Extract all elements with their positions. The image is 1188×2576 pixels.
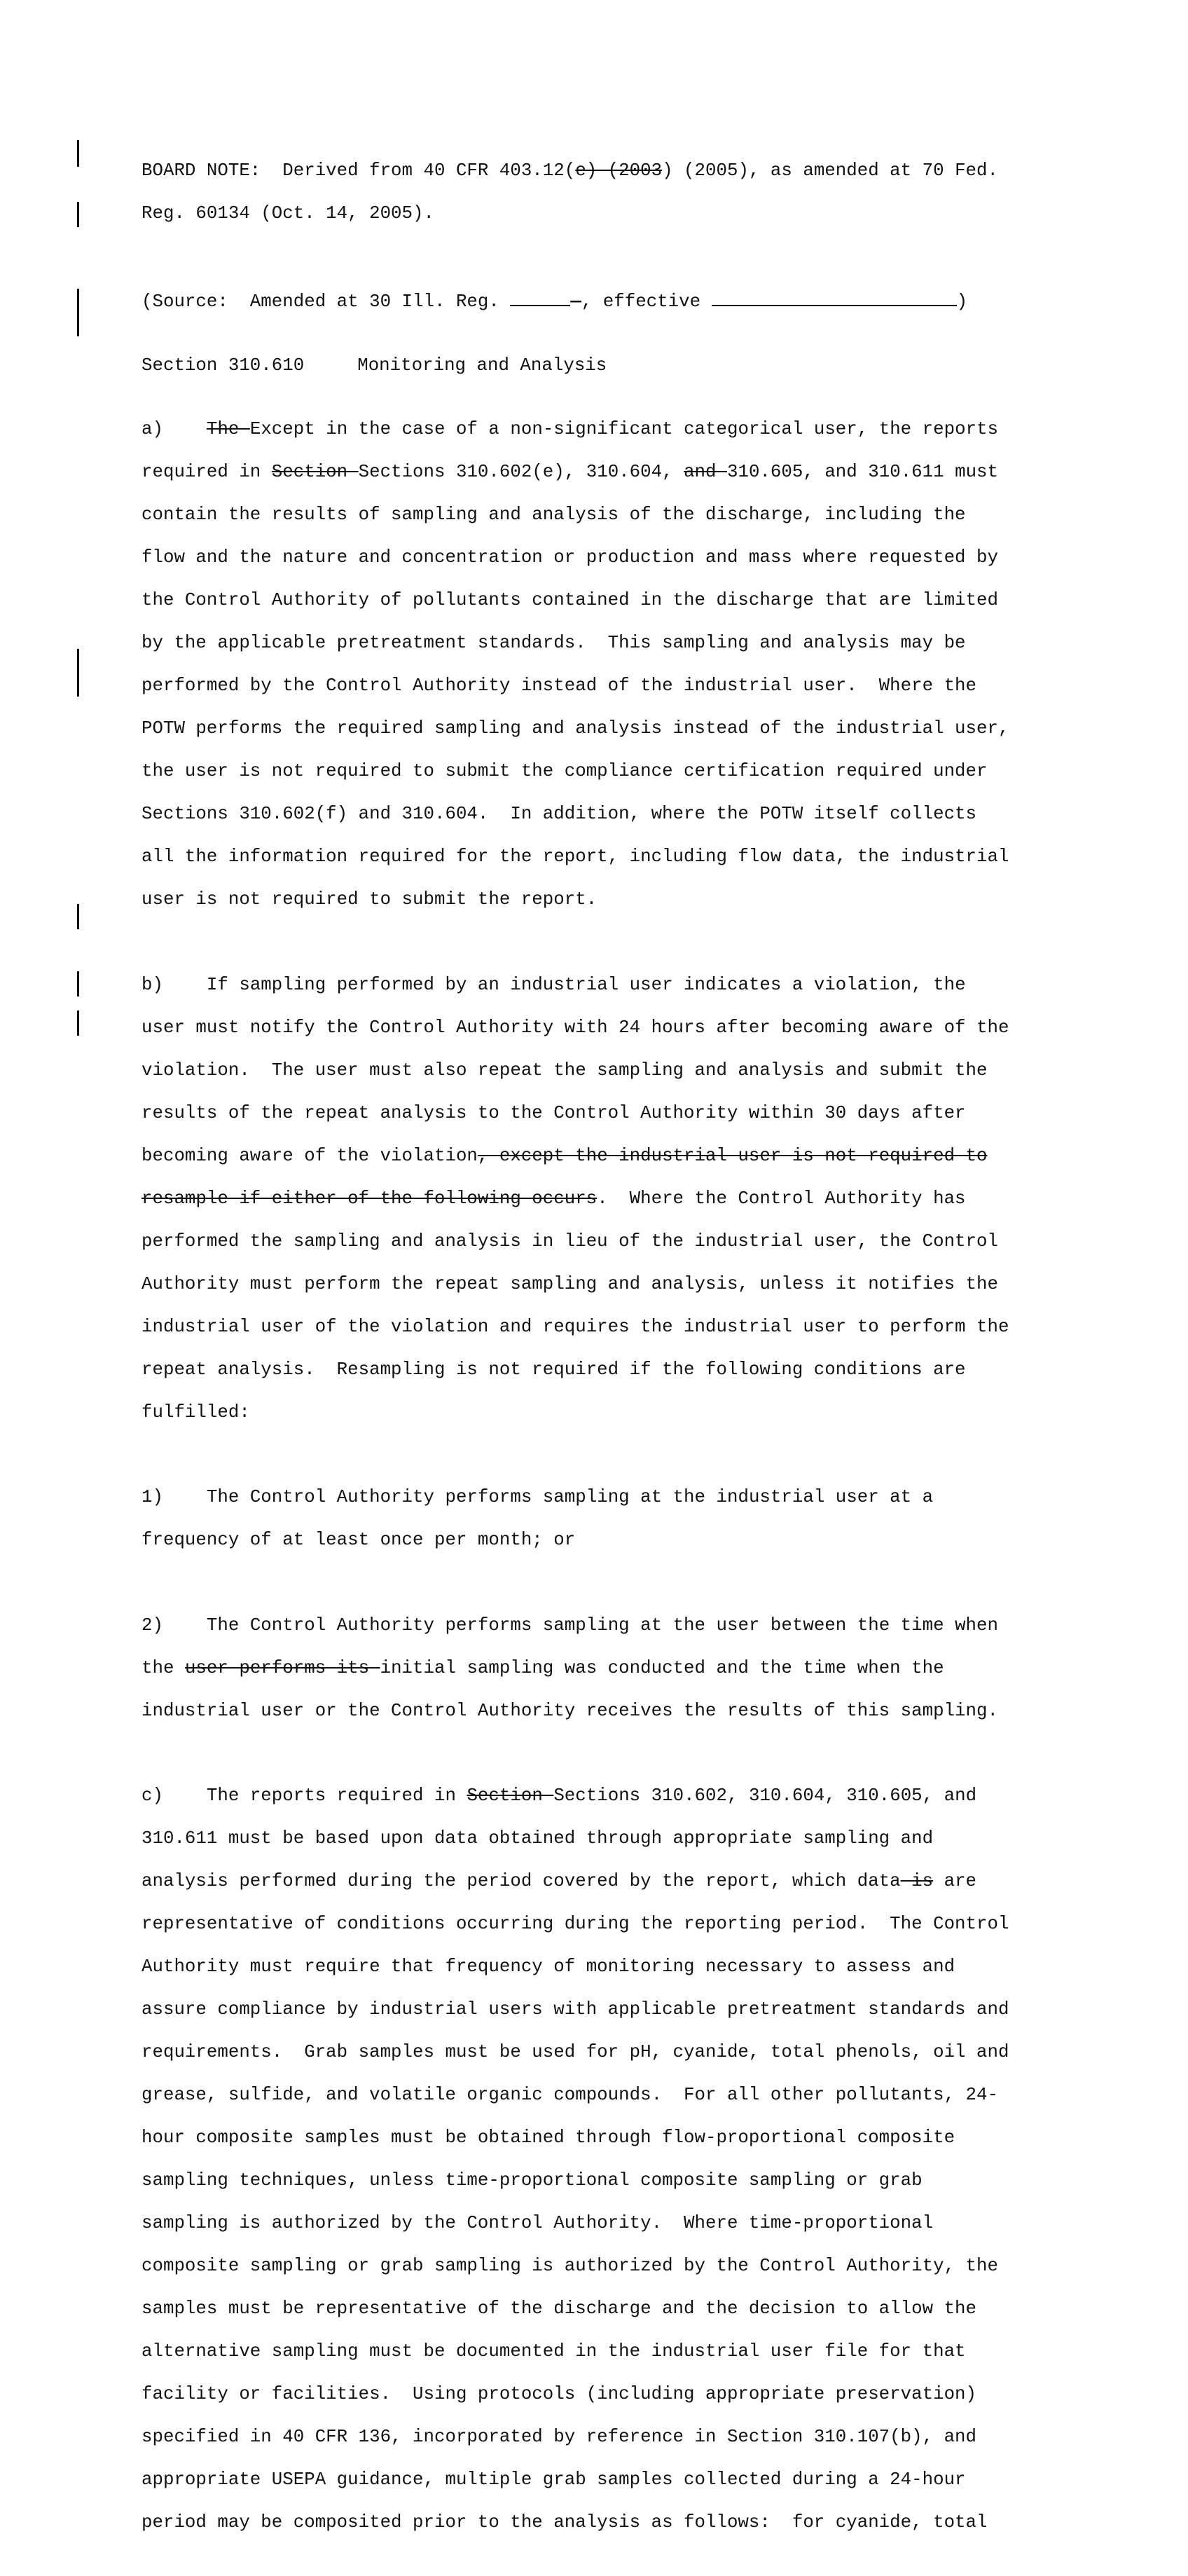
text-line: specified in 40 CFR 136, incorporated by reference in Section 310.107(b), and	[141, 2427, 977, 2447]
item-label: 1)	[141, 1487, 163, 1507]
text-line: performed the sampling and analysis in lieu of the industrial user, the Control	[141, 1231, 998, 1252]
text-line: facility or facilities. Using protocols (including appropriate preservation)	[141, 2384, 977, 2404]
paragraph-text: 310.605, and 310.611 must	[727, 462, 999, 482]
text-line	[141, 1146, 1073, 1167]
subsection-b	[141, 953, 1073, 1445]
text-line: all the information required for the report, including flow data, the industrial	[141, 847, 1009, 867]
paragraph-text: Except in the case of a non-significant categorical user, the reports	[249, 419, 999, 439]
subsection-a	[141, 398, 1073, 933]
text-line: frequency of at least once per month; or	[141, 1530, 576, 1550]
text-line: Sections 310.602(f) and 310.604. In addition, where the POTW itself collects	[141, 804, 977, 824]
text-line: fulfilled:	[141, 1402, 250, 1423]
change-bar	[77, 904, 79, 929]
text-line	[141, 462, 1073, 484]
source-text: )	[956, 292, 968, 312]
paragraph-text: . Where the Control Authority has	[597, 1188, 966, 1209]
text-line: representative of conditions occurring during the reporting period. The Control	[141, 1914, 1009, 1934]
deleted-text: —	[570, 292, 581, 312]
text-line: requirements. Grab samples must be used for pH, cyanide, total phenols, oil and	[141, 2042, 1009, 2062]
text-line: industrial user of the violation and requires the industrial user to perform the	[141, 1316, 1009, 1337]
blank-line	[510, 288, 570, 306]
text-line: performed by the Control Authority instead of the industrial user. Where the	[141, 676, 977, 696]
text-line: user must notify the Control Authority with 24 hours after becoming aware of the	[141, 1017, 1009, 1038]
change-bar	[77, 202, 79, 227]
text-line: the user is not required to submit the compliance certification required under	[141, 761, 988, 781]
text-line: sampling is authorized by the Control Authority. Where time-proportional	[141, 2213, 934, 2233]
paragraph-text: The Control Authority performs sampling at the industrial user at a	[206, 1487, 934, 1507]
text-line: samples must be representative of the discharge and the decision to allow the	[141, 2298, 977, 2319]
board-note-text: BOARD NOTE: Derived from 40 CFR 403.12(	[141, 160, 576, 181]
section-title: Monitoring and Analysis	[357, 355, 607, 376]
text-line: hour composite samples must be obtained through flow-proportional composite	[141, 2128, 955, 2148]
subsection-label: a)	[141, 419, 163, 439]
text-line	[141, 419, 1073, 441]
board-note	[141, 139, 1073, 246]
text-line: the Control Authority of pollutants contained in the discharge that are limited	[141, 590, 998, 610]
deleted-text: e) (2003	[575, 160, 663, 181]
deleted-text: resample if either of the following occurs	[141, 1188, 598, 1209]
text-line: flow and the nature and concentration or production and mass where requested by	[141, 547, 998, 568]
paragraph-text: If sampling performed by an industrial user indicates a violation, the	[206, 974, 966, 995]
deleted-text: Section	[271, 462, 359, 482]
item-label: 2)	[141, 1615, 163, 1636]
change-bar	[77, 971, 79, 996]
text-line: assure compliance by industrial users with applicable pretreatment standards and	[141, 1999, 1009, 2020]
paragraph-text: Sections 310.602, 310.604, 310.605, and	[553, 1786, 977, 1806]
document-body	[141, 139, 1073, 2576]
paragraph-text: analysis performed during the period covered by the report, which data	[141, 1871, 901, 1891]
deleted-text: and	[684, 462, 727, 482]
source-text: (Source: Amended at 30 Ill. Reg.	[141, 292, 511, 312]
text-line: appropriate USEPA guidance, multiple grab samples collected during a 24-hour	[141, 2469, 966, 2490]
section-heading	[141, 355, 1073, 377]
text-line: alternative sampling must be documented in the industrial user file for that	[141, 2341, 966, 2362]
subsection-label: b)	[141, 974, 163, 995]
paragraph-text: required in	[141, 462, 272, 482]
board-note-line: Reg. 60134 (Oct. 14, 2005).	[141, 203, 434, 224]
change-bar	[77, 649, 79, 697]
deleted-text: Section	[467, 1786, 554, 1806]
change-bar	[77, 289, 79, 336]
change-bar	[77, 140, 79, 167]
source-line	[141, 288, 1073, 313]
text-line	[141, 1615, 1073, 1637]
text-line	[141, 975, 1073, 996]
text-line: repeat analysis. Resampling is not required if the following conditions are	[141, 1359, 966, 1380]
paragraph-text: The reports required in	[206, 1786, 467, 1806]
text-line: period may be composited prior to the analysis as follows: for cyanide, total	[141, 2512, 988, 2533]
blank-line	[712, 288, 957, 306]
paragraph-text: initial sampling was conducted and the time when the	[380, 1657, 944, 1678]
text-line: grease, sulfide, and volatile organic compounds. For all other pollutants, 24-	[141, 2085, 998, 2105]
source-note	[141, 267, 1073, 335]
source-text: , effective	[581, 292, 712, 312]
paragraph-text: the	[141, 1657, 185, 1678]
text-line	[141, 1487, 1073, 1509]
text-line: POTW performs the required sampling and analysis instead of the industrial user,	[141, 718, 1009, 739]
paragraph-text: The Control Authority performs sampling at the user between the time when	[206, 1615, 998, 1636]
deleted-text: , except the industrial user is not required to	[477, 1145, 988, 1166]
text-line	[141, 1786, 1073, 1807]
text-line	[141, 1188, 1073, 1210]
text-line: sampling techniques, unless time-proportional composite sampling or grab	[141, 2170, 923, 2191]
paragraph-text: Sections 310.602(e), 310.604,	[358, 462, 684, 482]
text-line	[141, 1658, 1073, 1680]
board-note-line	[141, 160, 1073, 182]
paragraph-text: are	[933, 1871, 977, 1891]
text-line: Authority must perform the repeat sampling and analysis, unless it notifies the	[141, 1273, 998, 1294]
text-line: results of the repeat analysis to the Control Authority within 30 days after	[141, 1102, 966, 1123]
deleted-text: user performs its	[184, 1657, 380, 1678]
change-bar	[77, 1010, 79, 1036]
deleted-text: The	[206, 419, 250, 439]
subsection-c	[141, 1765, 1073, 2556]
item-2	[141, 1594, 1073, 1743]
subsection-label: c)	[141, 1786, 163, 1806]
text-line: contain the results of sampling and analysis of the discharge, including the	[141, 505, 966, 525]
text-line: violation. The user must also repeat the sampling and analysis and submit the	[141, 1060, 988, 1081]
text-line: industrial user or the Control Authority receives the results of this sampling.	[141, 1700, 998, 1721]
text-line: 310.611 must be based upon data obtained through appropriate sampling and	[141, 1828, 934, 1849]
section-number: Section 310.610	[141, 355, 305, 376]
text-line: user is not required to submit the report.	[141, 889, 598, 910]
text-line: composite sampling or grab sampling is authorized by the Control Authority, the	[141, 2256, 998, 2276]
deleted-text: is	[900, 1871, 934, 1891]
paragraph-text: becoming aware of the violation	[141, 1145, 478, 1166]
item-1	[141, 1466, 1073, 1573]
text-line: by the applicable pretreatment standards. This sampling and analysis may be	[141, 633, 966, 653]
text-line: Authority must require that frequency of monitoring necessary to assess and	[141, 1957, 955, 1977]
board-note-text: ) (2005), as amended at 70 Fed.	[662, 160, 998, 181]
text-line	[141, 1871, 1073, 1893]
